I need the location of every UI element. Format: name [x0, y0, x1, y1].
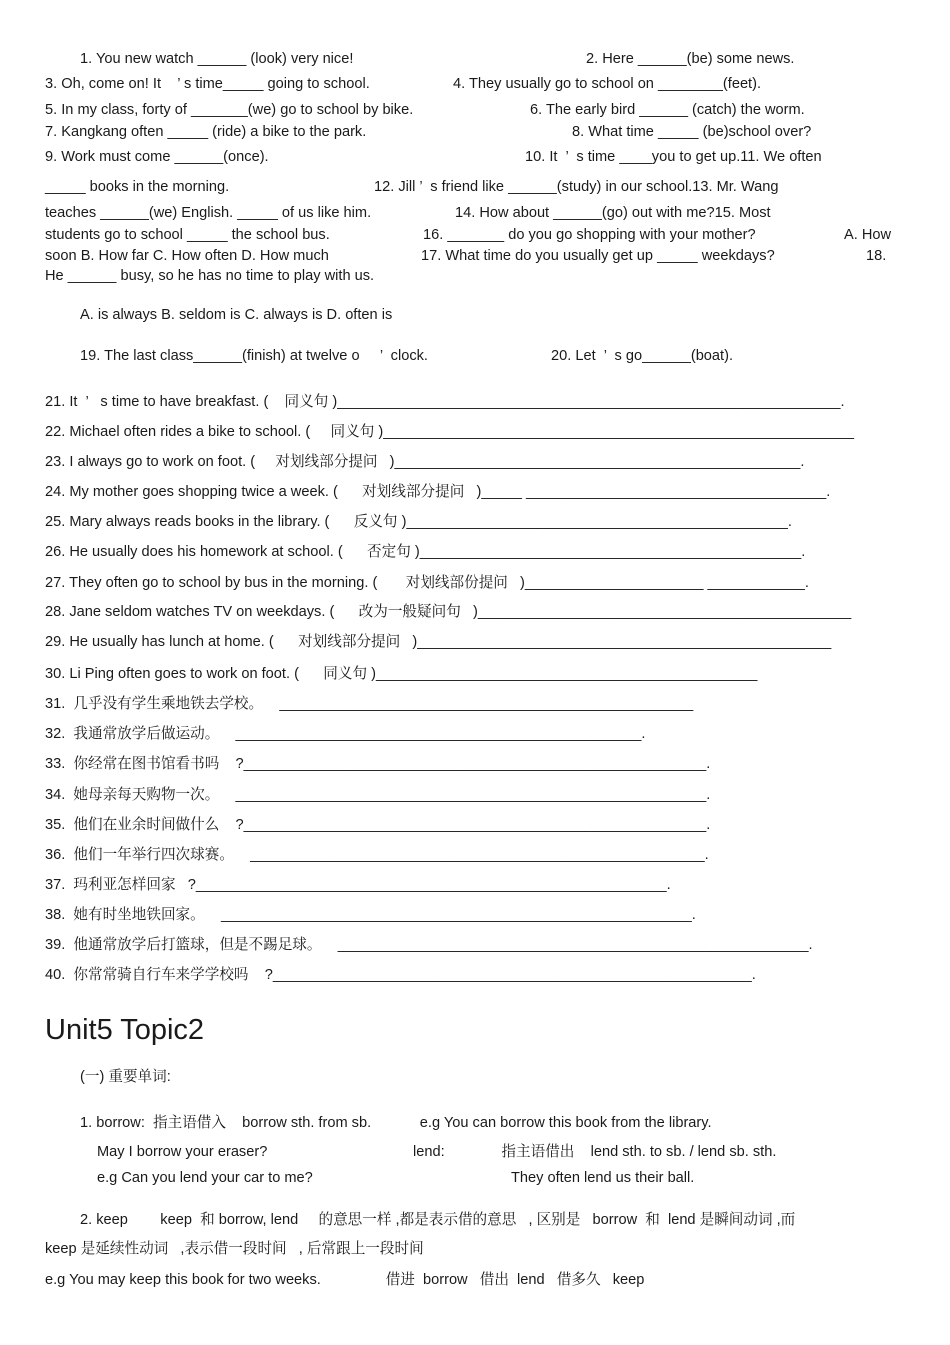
- section-heading: Unit5 Topic2: [45, 1014, 205, 1046]
- text-line: 3. Oh, come on! It ’ s time_____ going to school.: [45, 76, 370, 92]
- text-line: 35. 他们在业余时间做什么 ?_________________________________________________________.: [45, 817, 711, 833]
- text-line: 29. He usually has lunch at home. ( 对划线部分提问 )___________________________________________________: [45, 634, 832, 650]
- text-line: 6. The early bird ______ (catch) the worm.: [530, 102, 805, 118]
- text-line: 30. Li Ping often goes to work on foot. ( 同义句 )_______________________________________________: [45, 666, 758, 682]
- text-line: They often lend us their ball.: [511, 1170, 695, 1186]
- text-line: 21. It ’ s time to have breakfast. ( 同义句 )______________________________________________________________.: [45, 394, 845, 410]
- text-line: 16. _______ do you go shopping with your mother?: [423, 227, 756, 243]
- text-line: lend: 指主语借出 lend sth. to sb. / lend sb. sth.: [413, 1144, 777, 1160]
- text-line: 31. 几乎没有学生乘地铁去学校。 ___________________________________________________: [45, 696, 694, 712]
- text-line: 17. What time do you usually get up _____ weekdays?: [421, 248, 775, 264]
- text-line: 39. 他通常放学后打篮球，但是不踢足球。 __________________________________________________________.: [45, 937, 813, 953]
- text-line: He ______ busy, so he has no time to play with us.: [45, 268, 375, 284]
- text-line: 2. keep keep 和 borrow, lend 的意思一样 ,都是表示借的意思 , 区别是 borrow 和 lend 是瞬间动词 ,而: [80, 1212, 796, 1228]
- text-line: 1. borrow: 指主语借入 borrow sth. from sb. e.g You can borrow this book from the library.: [80, 1115, 712, 1131]
- text-line: e.g You may keep this book for two weeks. 借进 borrow 借出 lend 借多久 keep: [45, 1272, 645, 1288]
- text-line: A. is always B. seldom is C. always is D. often is: [80, 307, 393, 323]
- text-line: 22. Michael often rides a bike to school. ( 同义句 )__________________________________________________________: [45, 424, 854, 440]
- text-line: 38. 她有时坐地铁回家。 __________________________________________________________.: [45, 907, 696, 923]
- text-line: 1. You new watch ______ (look) very nice!: [80, 51, 354, 67]
- text-line: 4. They usually go to school on ________(feet).: [453, 76, 762, 92]
- text-line: 2. Here ______(be) some news.: [586, 51, 795, 67]
- text-line: 28. Jane seldom watches TV on weekdays. ( 改为一般疑问句 )______________________________________________: [45, 604, 852, 620]
- text-line: e.g Can you lend your car to me?: [97, 1170, 313, 1186]
- text-line: 9. Work must come ______(once).: [45, 149, 269, 165]
- text-line: 23. I always go to work on foot. ( 对划线部分提问 )__________________________________________________.: [45, 454, 805, 470]
- text-line: 27. They often go to school by bus in the morning. ( 对划线部份提问 )______________________ ____________.: [45, 575, 809, 591]
- text-line: 33. 你经常在图书馆看书吗 ?_________________________________________________________.: [45, 756, 711, 772]
- text-line: 12. Jill ’ s friend like ______(study) in our school.13. Mr. Wang: [374, 179, 779, 195]
- text-line: 32. 我通常放学后做运动。 __________________________________________________.: [45, 726, 646, 742]
- text-line: 10. It ’ s time ____you to get up.11. We often: [525, 149, 822, 165]
- text-line: 7. Kangkang often _____ (ride) a bike to the park.: [45, 124, 367, 140]
- text-line: 5. In my class, forty of _______(we) go to school by bike.: [45, 102, 414, 118]
- text-line: 40. 你常常骑自行车来学学校吗 ?___________________________________________________________.: [45, 967, 756, 983]
- text-line: 14. How about ______(go) out with me?15. Most: [455, 205, 771, 221]
- text-line: 26. He usually does his homework at school. ( 否定句 )_______________________________________________.: [45, 544, 806, 560]
- text-line: soon B. How far C. How often D. How much: [45, 248, 329, 264]
- text-line: 20. Let ’ s go______(boat).: [551, 348, 734, 364]
- text-line: 25. Mary always reads books in the library. ( 反义句 )_______________________________________________.: [45, 514, 792, 530]
- text-line: A. How: [844, 227, 892, 243]
- text-line: _____ books in the morning.: [45, 179, 230, 195]
- text-line: (一) 重要单词:: [80, 1069, 171, 1085]
- text-line: teaches ______(we) English. _____ of us like him.: [45, 205, 372, 221]
- text-line: 8. What time _____ (be)school over?: [572, 124, 812, 140]
- text-line: 19. The last class______(finish) at twelve o ’ clock.: [80, 348, 428, 364]
- text-line: 34. 她母亲每天购物一次。 __________________________________________________________.: [45, 787, 711, 803]
- text-line: 37. 玛利亚怎样回家 ?__________________________________________________________.: [45, 877, 671, 893]
- text-line: 24. My mother goes shopping twice a week. ( 对划线部分提问 )_____ _____________________________________.: [45, 484, 831, 500]
- text-line: 36. 他们一年举行四次球赛。 ________________________________________________________.: [45, 847, 709, 863]
- text-line: 18.: [866, 248, 887, 264]
- text-line: students go to school _____ the school bus.: [45, 227, 330, 243]
- text-line: keep 是延续性动词 ,表示借一段时间 , 后常跟上一段时间: [45, 1241, 424, 1257]
- text-line: May I borrow your eraser?: [97, 1144, 268, 1160]
